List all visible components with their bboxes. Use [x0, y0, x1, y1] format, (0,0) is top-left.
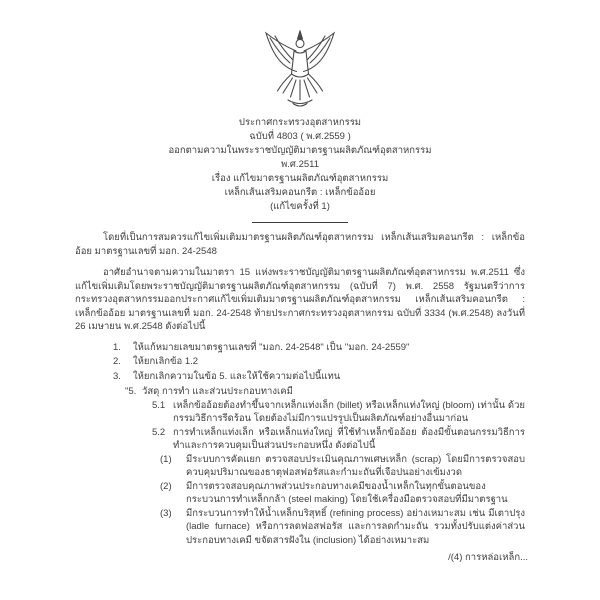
header-line-amendment: (แก้ไขครั้งที่ 1) — [270, 201, 330, 212]
subsection-text: เหล็กข้ออ้อยต้องทำขึ้นจากเหล็กแท่งเล็ก (billet) หรือเหล็กแท่งใหญ่ (bloom) เท่านั้น ด้วยกรรมวิธีการรีดร้อน โดยต้องไม่มีการแปรรูปเป็นผลิตภัณฑ์อย่างอื่นมาก่อน — [173, 399, 525, 424]
subsection-5-1 — [152, 399, 525, 426]
clause-number: (1) — [160, 453, 172, 465]
subsection-5-2 — [152, 426, 525, 453]
list-item-number: 2. — [113, 356, 121, 367]
section5-heading — [125, 385, 525, 399]
clause-number: (2) — [160, 480, 172, 492]
subsection-text: การทำเหล็กแท่งเล็ก หรือเหล็กแท่งใหญ่ ที่ใช้ทำเหล็กข้ออ้อย ต้องมีขั้นตอนกรรมวิธีการทำและการควบคุมเป็นส่วนประกอบหนึ่ง ดังต่อไปนี้ — [173, 426, 525, 451]
header-line-act-year: พ.ศ.2511 — [281, 159, 319, 170]
clause-3 — [160, 507, 525, 548]
clause-number: (3) — [160, 507, 172, 519]
clause-1 — [160, 453, 525, 480]
list-item — [113, 341, 525, 355]
header-line-act-reference: ออกตามความในพระราชบัญญัติมาตรฐานผลิตภัณฑ์อุตสาหกรรม — [168, 145, 432, 156]
clause-text: มีการตรวจสอบคุณภาพส่วนประกอบทางเคมีของน้ำเหล็กในทุกขั้นตอนของกระบวนการทำเหล็กกล้า (steel making) โดยใช้เครื่องมือตรวจสอบที่มีมาตรฐาน — [186, 480, 508, 505]
section5-number: "5. — [125, 386, 137, 397]
list-item — [113, 370, 525, 384]
document-header — [75, 116, 525, 214]
clause-2 — [160, 480, 525, 507]
header-line-subject: เรื่อง แก้ไขมาตรฐานผลิตภัณฑ์อุตสาหกรรม — [211, 173, 389, 184]
paragraph-preamble: โดยที่เป็นการสมควรแก้ไขเพิ่มเติมมาตรฐานผลิตภัณฑ์อุตสาหกรรม เหล็กเส้นเสริมคอนกรีต : เหล็กข้ออ้อย มาตรฐานเลขที่ มอก. 24-2548 — [75, 232, 525, 257]
section5-title: วัสดุ การทำ และส่วนประกอบทางเคมี — [142, 386, 293, 397]
garuda-emblem-icon — [263, 30, 337, 110]
header-line-issue-number: ฉบับที่ 4803 ( พ.ศ.2559 ) — [249, 131, 351, 142]
amendment-list — [75, 341, 525, 384]
subsection-number: 5.2 — [152, 426, 166, 438]
list-item-number: 1. — [113, 341, 121, 353]
clause-text: มีระบบการคัดแยก ตรวจสอบประเมินคุณภาพเศษเหล็ก (scrap) โดยมีการตรวจสอบควบคุมปริมาณของธาตุฟอสฟอรัสและกำมะถันที่เจือปนอย่างเข้มงวด — [186, 453, 525, 478]
header-line-standard-name: เหล็กเส้นเสริมคอนกรีต : เหล็กข้ออ้อย — [224, 187, 376, 198]
header-divider — [252, 222, 348, 223]
list-item-text: ให้แก้หมายเลขมาตรฐานเลขที่ "มอก. 24-2548" เป็น "มอก. 24-2559" — [133, 341, 410, 353]
paragraph-authority: อาศัยอำนาจตามความในมาตรา 15 แห่งพระราชบัญญัติมาตรฐานผลิตภัณฑ์อุตสาหกรรม พ.ศ.2511 ซึ่งแก้ไขเพิ่มเติมโดยพระราชบัญญัติมาตรฐานผลิตภัณฑ์อุตสาหกรรม (ฉบับที่ 7) พ.ศ. 2558 รัฐมนตรีว่าการกระทรวงอุตสาหกรรมออกประกาศแก้ไขเพิ่มเติมมาตรฐานผลิตภัณฑ์อุตสาหกรรม เหล็กเส้นเสริมคอนกรีต : เหล็กข้ออ้อย มาตรฐานเลขที่ มอก. 24-2548 ท้ายประกาศกระทรวงอุตสาหกรรม ฉบับที่ 3334 (พ.ศ.2548) ลงวันที่ 26 เมษายน พ.ศ.2548 ดังต่อไปนี้ — [75, 267, 525, 332]
page-continuation-note: /(4) การหล่อเหล็ก... — [448, 552, 528, 563]
list-item-number: 3. — [113, 370, 121, 382]
subsection-number: 5.1 — [152, 399, 166, 411]
list-item-text: ให้ยกเลิกข้อ 1.2 — [133, 356, 199, 367]
list-item-text: ให้ยกเลิกความในข้อ 5. และให้ใช้ความต่อไปนี้แทน — [133, 370, 341, 382]
list-item — [113, 355, 525, 369]
clause-text: มีกระบวนการทำให้น้ำเหล็กบริสุทธิ์ (refining process) อย่างเหมาะสม เช่น มีเตาปรุง (ladle furnace) หรือการลดฟอสฟอรัส และการลดกำมะถัน รวมทั้งปรับแต่งค่าส่วนประกอบทางเคมี ขจัดสารฝังใน (inclusion) ได้อย่างเหมาะสม — [186, 507, 525, 546]
header-line-ministry: ประกาศกระทรวงอุตสาหกรรม — [238, 117, 362, 128]
